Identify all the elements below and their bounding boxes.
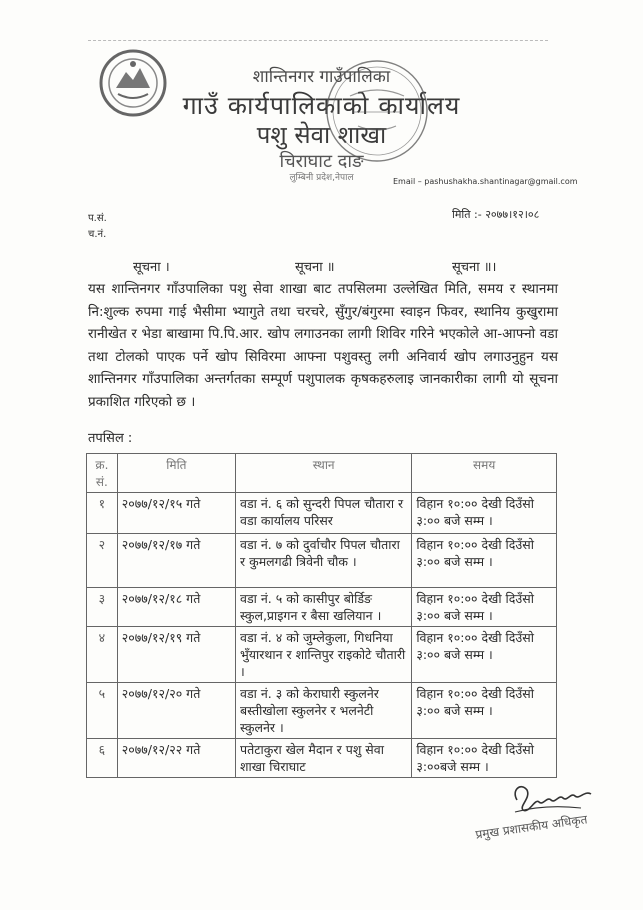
table-header-row — [87, 454, 557, 493]
municipality-name: शान्तिनगर गाउँपालिका — [252, 67, 391, 87]
top-dashed-rule — [88, 40, 548, 41]
row-serial: ४ — [87, 627, 118, 683]
row-place: पतेटाकुरा खेल मैदान र पशु सेवा शाखा चिराघाट — [236, 739, 412, 778]
row-time: विहान १०:०० देखी दिउँसो ३:०० बजे सम्म । — [412, 534, 557, 588]
issue-date: मिति :- २०७७।१२।०८ — [452, 208, 540, 221]
row-date: २०७७/१२/१९ गते — [117, 627, 235, 683]
row-serial: ३ — [87, 588, 118, 627]
col-serial: क्र. सं. — [87, 454, 118, 493]
row-place: वडा नं. ४ को जुम्लेकुला, गिधनिया भुँयारथान र शान्तिपुर राइकोटे चौतारी । — [236, 627, 412, 683]
row-place: वडा नं. ६ को सुन्दरी पिपल चौतारा र वडा कार्यालय परिसर — [236, 493, 412, 534]
row-serial: २ — [87, 534, 118, 588]
schedule-table — [86, 453, 557, 778]
col-date: मिति — [117, 454, 235, 493]
col-time: समय — [412, 454, 557, 493]
row-time: विहान १०:०० देखी दिउँसो ३:०० बजे सम्म । — [412, 588, 557, 627]
details-label: तपसिल : — [88, 431, 133, 446]
row-place: वडा नं. ७ को दुर्वाचौर पिपल चौतारा र कुमलगढी त्रिवेनी चौक । — [236, 534, 412, 588]
row-serial: ५ — [87, 683, 118, 739]
row-date: २०७७/१२/१८ गते — [117, 588, 235, 627]
notice-heading-1: सूचना । — [133, 260, 170, 275]
row-serial: १ — [87, 493, 118, 534]
row-serial: ६ — [87, 739, 118, 778]
col-place: स्थान — [236, 454, 412, 493]
signatory-designation: प्रमुख प्रशासकीय अधिकृत — [474, 812, 589, 842]
row-time: विहान १०:०० देखी दिउँसो ३:०० बजे सम्म । — [412, 493, 557, 534]
row-date: २०७७/१२/२२ गते — [117, 739, 235, 778]
notice-heading-3: सूचना ॥। — [452, 260, 497, 275]
table-row — [87, 683, 557, 739]
section-name: पशु सेवा शाखा — [256, 121, 387, 149]
row-time: विहान १०:०० देखी दिउँसो ३:०० बजे सम्म । — [412, 683, 557, 739]
office-name: गाउँ कार्यपालिकाको कार्यालय — [182, 91, 461, 120]
row-date: २०७७/१२/१५ गते — [117, 493, 235, 534]
table-row — [87, 493, 557, 534]
table-row — [87, 534, 557, 588]
row-time: विहान १०:०० देखी दिउँसो ३:०० बजे सम्म । — [412, 627, 557, 683]
row-date: २०७७/१२/१७ गते — [117, 534, 235, 588]
notice-heading-2: सूचना ॥ — [295, 260, 335, 275]
row-place: वडा नं. ३ को केराघारी स्कुलनेर बस्तीखोला स्कुलनेर र भलनेटी स्कुलनेर । — [236, 683, 412, 739]
reference-number-label: प.सं. — [88, 213, 107, 224]
dispatch-number-label: च.नं. — [88, 229, 107, 240]
province: लुम्बिनी प्रदेश,नेपाल — [289, 173, 354, 183]
official-stamp-icon — [322, 56, 432, 166]
row-time: विहान १०:०० देखी दिउँसो ३:००बजे सम्म । — [412, 739, 557, 778]
table-row — [87, 739, 557, 778]
row-place: वडा नं. ५ को कासीपुर बोर्डिङ स्कुल,प्राइगन र बैसा खलियान । — [236, 588, 412, 627]
location: चिराघाट दाङ — [279, 151, 364, 172]
notice-body: यस शान्तिनगर गाँउपालिका पशु सेवा शाखा बाट तपसिलमा उल्लेखित मिति, समय र स्थानमा नि:शुल्क रुपमा गाई भैसीमा भ्यागुते तथा चरचरे, सुँगुर/बंगुरमा स्वाइन फिवर, स्थानिय कुखुरामा रानीखेत र भेडा बाखामा पि.पि.आर. खोप लगाउनका लागी शिविर गरिने भएकोले आ-आफ्नो वडा तथा टोलको पाएक पर्ने खोप सिविरमा आफ्ना पशुवस्तु लगी अनिवार्य खोप लगाउनुहुन यस शान्तिनगर गाँउपालिका अन्तर्गतका सम्पूर्ण पशुपालक कृषकहरुलाइ जानकारीका लागी यो सूचना प्रकाशित गरिएको छ । — [88, 281, 558, 410]
table-row — [87, 627, 557, 683]
email-address: Email – pashushakha.shantinagar@gmail.com — [393, 177, 578, 186]
table-row — [87, 588, 557, 627]
row-date: २०७७/१२/२० गते — [117, 683, 235, 739]
